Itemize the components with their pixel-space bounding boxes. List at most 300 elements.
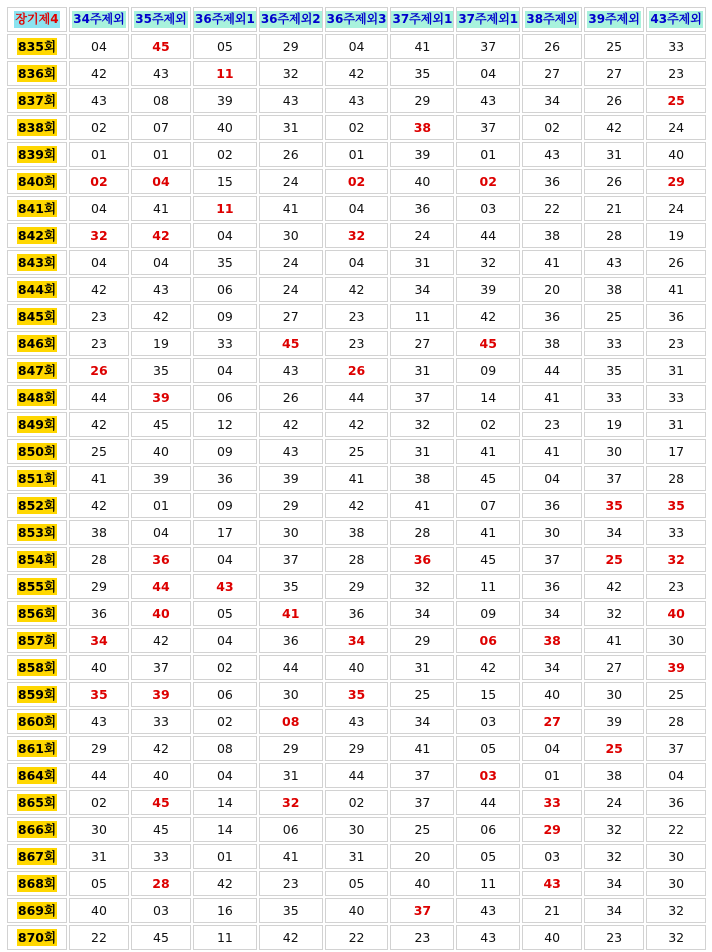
number-cell: 04 xyxy=(131,520,191,545)
round-label: 852회 xyxy=(17,498,57,513)
round-cell xyxy=(7,709,67,734)
number-cell: 42 xyxy=(456,304,520,329)
number-cell: 42 xyxy=(131,736,191,761)
number-cell: 33 xyxy=(646,520,706,545)
number-cell: 28 xyxy=(325,547,389,572)
number-cell: 37 xyxy=(390,763,454,788)
number-cell: 42 xyxy=(325,61,389,86)
number-cell: 42 xyxy=(131,223,191,248)
number-cell: 32 xyxy=(584,844,644,869)
number-cell: 22 xyxy=(522,196,582,221)
number-cell: 31 xyxy=(325,844,389,869)
number-cell: 02 xyxy=(69,115,129,140)
round-label: 851회 xyxy=(17,471,57,486)
number-cell: 41 xyxy=(522,385,582,410)
table-row xyxy=(7,817,706,842)
number-cell: 23 xyxy=(646,331,706,356)
number-cell: 04 xyxy=(69,196,129,221)
number-cell: 42 xyxy=(325,412,389,437)
number-cell: 23 xyxy=(325,304,389,329)
number-cell: 38 xyxy=(522,628,582,653)
number-cell: 27 xyxy=(522,61,582,86)
number-cell: 35 xyxy=(69,682,129,707)
round-label: 854회 xyxy=(17,552,57,567)
number-cell: 11 xyxy=(193,925,257,950)
number-cell: 43 xyxy=(259,358,323,383)
number-cell: 40 xyxy=(325,898,389,923)
number-cell: 28 xyxy=(584,223,644,248)
number-cell: 34 xyxy=(390,709,454,734)
header-row xyxy=(7,7,706,32)
round-cell xyxy=(7,925,67,950)
number-cell: 41 xyxy=(390,493,454,518)
number-cell: 12 xyxy=(193,412,257,437)
number-cell: 30 xyxy=(646,871,706,896)
header-cell xyxy=(390,7,454,32)
number-cell: 23 xyxy=(259,871,323,896)
table-row xyxy=(7,115,706,140)
number-cell: 40 xyxy=(390,871,454,896)
number-cell: 26 xyxy=(325,358,389,383)
round-label: 867회 xyxy=(17,849,57,864)
number-cell: 37 xyxy=(456,34,520,59)
header-cell xyxy=(7,7,67,32)
number-cell: 23 xyxy=(522,412,582,437)
number-cell: 43 xyxy=(131,61,191,86)
number-cell: 29 xyxy=(259,493,323,518)
number-cell: 32 xyxy=(259,790,323,815)
number-cell: 29 xyxy=(325,574,389,599)
number-cell: 03 xyxy=(456,763,520,788)
round-cell xyxy=(7,358,67,383)
number-cell: 40 xyxy=(522,682,582,707)
number-cell: 42 xyxy=(69,277,129,302)
number-cell: 23 xyxy=(390,925,454,950)
number-cell: 08 xyxy=(193,736,257,761)
number-cell: 26 xyxy=(522,34,582,59)
table-row xyxy=(7,871,706,896)
number-cell: 41 xyxy=(259,196,323,221)
number-cell: 21 xyxy=(584,196,644,221)
number-cell: 45 xyxy=(131,790,191,815)
number-cell: 03 xyxy=(131,898,191,923)
number-cell: 04 xyxy=(193,763,257,788)
number-cell: 04 xyxy=(193,223,257,248)
number-cell: 33 xyxy=(646,34,706,59)
number-cell: 36 xyxy=(193,466,257,491)
table-row xyxy=(7,844,706,869)
number-cell: 43 xyxy=(69,709,129,734)
number-cell: 41 xyxy=(259,601,323,626)
number-cell: 30 xyxy=(69,817,129,842)
number-cell: 01 xyxy=(522,763,582,788)
number-cell: 28 xyxy=(69,547,129,572)
number-cell: 31 xyxy=(584,142,644,167)
number-cell: 44 xyxy=(259,655,323,680)
number-cell: 02 xyxy=(193,709,257,734)
table-row xyxy=(7,223,706,248)
number-cell: 38 xyxy=(69,520,129,545)
number-cell: 27 xyxy=(584,655,644,680)
header-label: 장기제4 xyxy=(15,12,59,26)
number-cell: 40 xyxy=(131,763,191,788)
round-cell xyxy=(7,466,67,491)
round-cell xyxy=(7,412,67,437)
number-cell: 41 xyxy=(325,466,389,491)
lotto-exclusion-table xyxy=(5,5,708,952)
number-cell: 30 xyxy=(259,520,323,545)
table-row xyxy=(7,331,706,356)
header-cell xyxy=(456,7,520,32)
number-cell: 15 xyxy=(193,169,257,194)
number-cell: 04 xyxy=(325,34,389,59)
number-cell: 30 xyxy=(259,682,323,707)
number-cell: 37 xyxy=(646,736,706,761)
number-cell: 23 xyxy=(69,331,129,356)
number-cell: 40 xyxy=(325,655,389,680)
number-cell: 34 xyxy=(325,628,389,653)
number-cell: 37 xyxy=(584,466,644,491)
round-cell xyxy=(7,574,67,599)
header-label: 36주제외1 xyxy=(195,12,255,26)
number-cell: 35 xyxy=(259,898,323,923)
round-label: 864회 xyxy=(17,768,57,783)
number-cell: 17 xyxy=(193,520,257,545)
number-cell: 33 xyxy=(131,844,191,869)
number-cell: 43 xyxy=(456,898,520,923)
round-cell xyxy=(7,655,67,680)
header-label: 34주제외 xyxy=(73,12,125,26)
round-cell xyxy=(7,169,67,194)
table-row xyxy=(7,493,706,518)
number-cell: 43 xyxy=(325,88,389,113)
number-cell: 01 xyxy=(131,142,191,167)
number-cell: 35 xyxy=(390,61,454,86)
number-cell: 25 xyxy=(584,736,644,761)
number-cell: 02 xyxy=(69,169,129,194)
number-cell: 38 xyxy=(390,115,454,140)
number-cell: 44 xyxy=(325,763,389,788)
number-cell: 05 xyxy=(193,34,257,59)
round-cell xyxy=(7,844,67,869)
number-cell: 34 xyxy=(390,601,454,626)
number-cell: 34 xyxy=(584,520,644,545)
table-row xyxy=(7,196,706,221)
number-cell: 37 xyxy=(522,547,582,572)
number-cell: 35 xyxy=(325,682,389,707)
number-cell: 43 xyxy=(522,871,582,896)
number-cell: 44 xyxy=(69,763,129,788)
number-cell: 42 xyxy=(325,493,389,518)
number-cell: 04 xyxy=(646,763,706,788)
header-label: 38주제외 xyxy=(526,12,578,26)
number-cell: 25 xyxy=(584,34,644,59)
table-row xyxy=(7,547,706,572)
number-cell: 41 xyxy=(456,439,520,464)
number-cell: 40 xyxy=(193,115,257,140)
number-cell: 32 xyxy=(584,601,644,626)
number-cell: 36 xyxy=(522,304,582,329)
round-label: 869회 xyxy=(17,903,57,918)
number-cell: 11 xyxy=(193,61,257,86)
number-cell: 14 xyxy=(193,817,257,842)
header-cell xyxy=(131,7,191,32)
number-cell: 38 xyxy=(522,331,582,356)
number-cell: 39 xyxy=(259,466,323,491)
number-cell: 26 xyxy=(584,88,644,113)
number-cell: 04 xyxy=(131,250,191,275)
number-cell: 41 xyxy=(69,466,129,491)
number-cell: 42 xyxy=(259,925,323,950)
number-cell: 29 xyxy=(69,736,129,761)
number-cell: 35 xyxy=(259,574,323,599)
number-cell: 15 xyxy=(456,682,520,707)
round-cell xyxy=(7,871,67,896)
number-cell: 44 xyxy=(456,790,520,815)
number-cell: 44 xyxy=(456,223,520,248)
number-cell: 43 xyxy=(259,88,323,113)
number-cell: 45 xyxy=(131,817,191,842)
round-cell xyxy=(7,142,67,167)
number-cell: 25 xyxy=(646,88,706,113)
round-label: 843회 xyxy=(17,255,57,270)
number-cell: 21 xyxy=(522,898,582,923)
number-cell: 39 xyxy=(193,88,257,113)
number-cell: 39 xyxy=(390,142,454,167)
header-label: 36주제외2 xyxy=(260,12,321,26)
round-cell xyxy=(7,304,67,329)
number-cell: 37 xyxy=(390,385,454,410)
number-cell: 44 xyxy=(522,358,582,383)
number-cell: 20 xyxy=(390,844,454,869)
table-row xyxy=(7,466,706,491)
number-cell: 31 xyxy=(69,844,129,869)
round-label: 842회 xyxy=(17,228,57,243)
number-cell: 40 xyxy=(522,925,582,950)
round-cell xyxy=(7,601,67,626)
table-row xyxy=(7,385,706,410)
round-label: 870회 xyxy=(17,930,57,945)
number-cell: 42 xyxy=(325,277,389,302)
number-cell: 43 xyxy=(456,925,520,950)
number-cell: 01 xyxy=(131,493,191,518)
number-cell: 33 xyxy=(522,790,582,815)
number-cell: 08 xyxy=(259,709,323,734)
header-label: 35주제외 xyxy=(135,12,187,26)
number-cell: 42 xyxy=(584,115,644,140)
header-cell xyxy=(69,7,129,32)
round-cell xyxy=(7,250,67,275)
round-cell xyxy=(7,493,67,518)
number-cell: 30 xyxy=(522,520,582,545)
number-cell: 34 xyxy=(390,277,454,302)
number-cell: 02 xyxy=(193,142,257,167)
number-cell: 45 xyxy=(131,412,191,437)
header-label: 37주제외1 xyxy=(458,12,519,26)
number-cell: 24 xyxy=(646,196,706,221)
round-label: 850회 xyxy=(17,444,57,459)
number-cell: 27 xyxy=(259,304,323,329)
table-row xyxy=(7,898,706,923)
number-cell: 42 xyxy=(259,412,323,437)
number-cell: 24 xyxy=(390,223,454,248)
table-row xyxy=(7,142,706,167)
number-cell: 31 xyxy=(390,439,454,464)
number-cell: 05 xyxy=(456,736,520,761)
number-cell: 23 xyxy=(69,304,129,329)
number-cell: 27 xyxy=(584,61,644,86)
number-cell: 32 xyxy=(584,817,644,842)
number-cell: 43 xyxy=(584,250,644,275)
number-cell: 19 xyxy=(131,331,191,356)
number-cell: 09 xyxy=(456,601,520,626)
round-label: 858회 xyxy=(17,660,57,675)
number-cell: 41 xyxy=(522,439,582,464)
number-cell: 34 xyxy=(522,601,582,626)
number-cell: 25 xyxy=(584,304,644,329)
number-cell: 24 xyxy=(646,115,706,140)
number-cell: 32 xyxy=(646,925,706,950)
number-cell: 29 xyxy=(390,88,454,113)
number-cell: 01 xyxy=(325,142,389,167)
number-cell: 40 xyxy=(390,169,454,194)
number-cell: 11 xyxy=(456,574,520,599)
table-row xyxy=(7,304,706,329)
header-label: 36주제외3 xyxy=(326,12,387,26)
number-cell: 14 xyxy=(193,790,257,815)
number-cell: 42 xyxy=(584,574,644,599)
round-cell xyxy=(7,196,67,221)
round-cell xyxy=(7,547,67,572)
number-cell: 31 xyxy=(259,763,323,788)
round-cell xyxy=(7,277,67,302)
number-cell: 32 xyxy=(456,250,520,275)
header-cell xyxy=(646,7,706,32)
number-cell: 36 xyxy=(522,574,582,599)
number-cell: 42 xyxy=(69,412,129,437)
number-cell: 42 xyxy=(69,493,129,518)
number-cell: 40 xyxy=(646,142,706,167)
round-label: 835회 xyxy=(17,39,57,54)
table-body xyxy=(7,34,706,950)
number-cell: 40 xyxy=(69,655,129,680)
number-cell: 11 xyxy=(456,871,520,896)
table-row xyxy=(7,601,706,626)
header-cell xyxy=(584,7,644,32)
number-cell: 43 xyxy=(131,277,191,302)
number-cell: 31 xyxy=(646,412,706,437)
number-cell: 11 xyxy=(193,196,257,221)
header-cell xyxy=(325,7,389,32)
number-cell: 29 xyxy=(259,736,323,761)
table-row xyxy=(7,358,706,383)
number-cell: 31 xyxy=(390,358,454,383)
number-cell: 43 xyxy=(325,709,389,734)
table-row xyxy=(7,790,706,815)
table-row xyxy=(7,763,706,788)
number-cell: 39 xyxy=(584,709,644,734)
number-cell: 04 xyxy=(131,169,191,194)
number-cell: 34 xyxy=(522,88,582,113)
round-label: 846회 xyxy=(17,336,57,351)
number-cell: 03 xyxy=(522,844,582,869)
number-cell: 30 xyxy=(584,682,644,707)
number-cell: 17 xyxy=(646,439,706,464)
round-label: 866회 xyxy=(17,822,57,837)
round-label: 859회 xyxy=(17,687,57,702)
table-row xyxy=(7,61,706,86)
number-cell: 31 xyxy=(390,655,454,680)
number-cell: 33 xyxy=(131,709,191,734)
number-cell: 25 xyxy=(325,439,389,464)
round-cell xyxy=(7,682,67,707)
number-cell: 42 xyxy=(131,628,191,653)
number-cell: 37 xyxy=(390,790,454,815)
round-label: 853회 xyxy=(17,525,57,540)
round-label: 841회 xyxy=(17,201,57,216)
number-cell: 41 xyxy=(584,628,644,653)
number-cell: 24 xyxy=(259,250,323,275)
table-row xyxy=(7,34,706,59)
number-cell: 23 xyxy=(325,331,389,356)
number-cell: 09 xyxy=(193,493,257,518)
number-cell: 41 xyxy=(646,277,706,302)
number-cell: 45 xyxy=(259,331,323,356)
number-cell: 16 xyxy=(193,898,257,923)
number-cell: 14 xyxy=(456,385,520,410)
number-cell: 33 xyxy=(193,331,257,356)
number-cell: 39 xyxy=(131,466,191,491)
number-cell: 27 xyxy=(390,331,454,356)
number-cell: 29 xyxy=(69,574,129,599)
number-cell: 39 xyxy=(131,682,191,707)
number-cell: 30 xyxy=(259,223,323,248)
number-cell: 45 xyxy=(456,466,520,491)
header-label: 43주제외 xyxy=(650,12,702,26)
round-label: 847회 xyxy=(17,363,57,378)
number-cell: 43 xyxy=(259,439,323,464)
number-cell: 29 xyxy=(259,34,323,59)
table-row xyxy=(7,682,706,707)
number-cell: 04 xyxy=(193,358,257,383)
number-cell: 06 xyxy=(259,817,323,842)
number-cell: 02 xyxy=(522,115,582,140)
number-cell: 34 xyxy=(584,898,644,923)
number-cell: 39 xyxy=(456,277,520,302)
header-label: 37주제외1 xyxy=(392,12,453,26)
number-cell: 38 xyxy=(584,277,644,302)
number-cell: 28 xyxy=(390,520,454,545)
table-row xyxy=(7,628,706,653)
number-cell: 36 xyxy=(259,628,323,653)
number-cell: 28 xyxy=(131,871,191,896)
number-cell: 32 xyxy=(259,61,323,86)
number-cell: 39 xyxy=(646,655,706,680)
round-cell xyxy=(7,790,67,815)
round-label: 860회 xyxy=(17,714,57,729)
round-label: 868회 xyxy=(17,876,57,891)
number-cell: 32 xyxy=(390,574,454,599)
table-row xyxy=(7,439,706,464)
number-cell: 31 xyxy=(390,250,454,275)
number-cell: 09 xyxy=(193,439,257,464)
round-cell xyxy=(7,817,67,842)
number-cell: 32 xyxy=(390,412,454,437)
number-cell: 36 xyxy=(390,547,454,572)
round-cell xyxy=(7,223,67,248)
table-row xyxy=(7,574,706,599)
number-cell: 06 xyxy=(193,682,257,707)
